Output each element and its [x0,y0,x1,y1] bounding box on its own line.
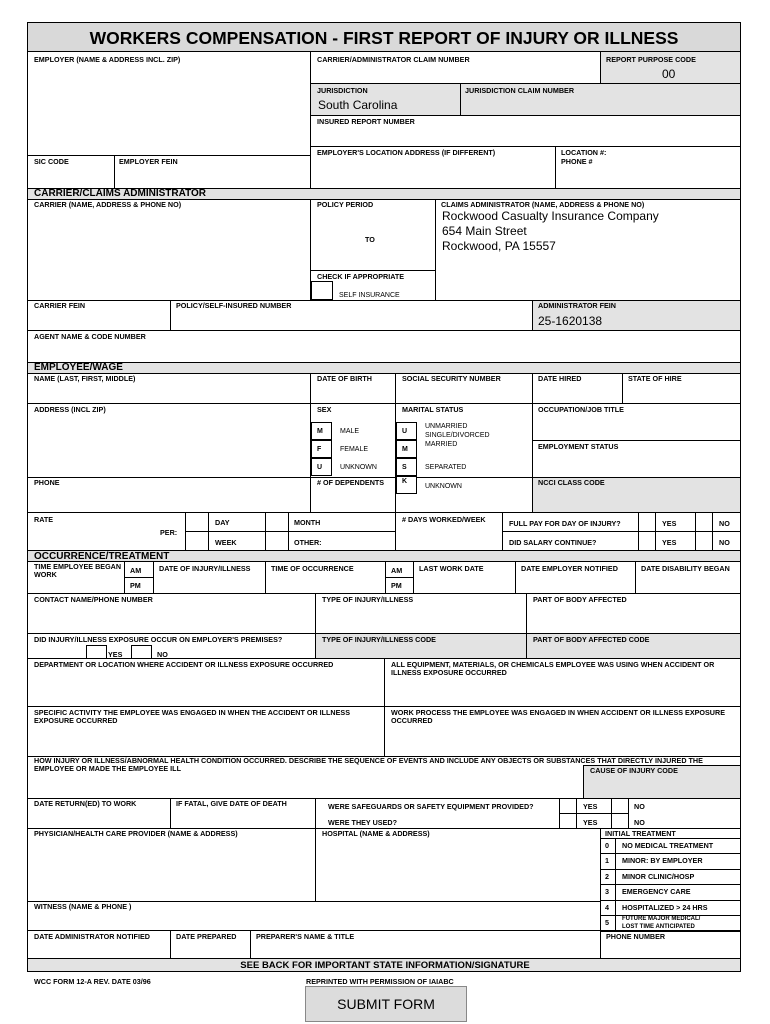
to-label: TO [365,235,375,244]
section-bar [28,363,740,373]
fein-label: EMPLOYER FEIN [119,157,178,166]
marital-m-text: MARRIED [425,441,458,448]
date-prepared-label: DATE PREPARED [176,932,237,941]
safeguards-yes: YES [583,802,598,811]
admin-line2: 654 Main Street [442,224,527,238]
rule [526,633,527,658]
premises-no: NO [157,650,168,659]
report-purpose-value: 00 [662,67,676,81]
phone-number-label: PHONE NUMBER [606,932,666,941]
full-pay-yes: YES [662,519,677,528]
safeguards-label: WERE SAFEGUARDS OR SAFETY EQUIPMENT PROVIDED? [328,802,534,811]
dependents-label: # OF DEPENDENTS [317,478,385,487]
self-insurance-checkbox[interactable] [311,281,333,300]
preparer-label: PREPARER'S NAME & TITLE [256,932,355,941]
date-injury-label: DATE OF INJURY/ILLNESS [159,564,251,573]
type-code-label: TYPE OF INJURY/ILLNESS CODE [322,635,436,644]
policy-period-label: POLICY PERIOD [317,200,374,209]
rule [635,561,636,593]
jurisdiction-claim-label: JURISDICTION CLAIM NUMBER [465,86,575,95]
sex-label: SEX [317,405,332,414]
admin-fein-label: ADMINISTRATOR FEIN [538,301,616,310]
self-insurance-label: SELF INSURANCE [339,292,400,299]
marital-u-text1: UNMARRIED [425,423,468,430]
fatal-label: IF FATAL, GIVE DATE OF DEATH [176,799,287,808]
marital-s-text: SEPARATED [425,464,467,471]
am-1: AM [130,566,142,575]
rule [27,403,741,404]
marital-k-text: UNKNOWN [425,483,462,490]
treatment-2-code: 2 [605,872,609,881]
dob-label: DATE OF BIRTH [317,374,372,383]
how-label: HOW INJURY OR ILLNESS/ABNORMAL HEALTH CONDITION OCCURRED. DESCRIBE THE SEQUENCE OF EVENTS AND INCLUDE ANY OBJECTS OR SUBSTANCES THAT DIRECTLY INJURED THE EMPLOYEE OR MADE THE EMPLOYEE ILL [34,756,703,774]
marital-label: MARITAL STATUS [402,405,464,414]
rate-other-checkbox[interactable] [266,532,288,550]
rule [583,765,584,798]
hospital-label: HOSPITAL (NAME & ADDRESS) [322,829,430,838]
rule [170,930,171,958]
treatment-2-text: MINOR CLINIC/HOSP [622,872,695,881]
rule [600,900,741,901]
employee-section-title: EMPLOYEE/WAGE [34,362,123,373]
rule [153,561,154,593]
name-label: NAME (LAST, FIRST, MIDDLE) [34,374,136,383]
rule [27,593,741,594]
see-back-text: SEE BACK FOR IMPORTANT STATE INFORMATION/SIGNATURE [240,960,530,971]
rule [310,83,741,84]
pm-1: PM [130,581,141,590]
rule [600,884,741,885]
treatment-1-text: MINOR: BY EMPLOYER [622,856,703,865]
premises-no-checkbox[interactable] [131,645,152,658]
cause-label: CAUSE OF INJURY CODE [590,766,678,775]
premises-label: DID INJURY/ILLNESS EXPOSURE OCCUR ON EMPLOYER'S PREMISES? [34,635,283,644]
rule [124,577,153,578]
ssn-label: SOCIAL SECURITY NUMBER [402,374,501,383]
marital-u-text2: SINGLE/DIVORCED [425,432,490,439]
sex-f-code: F [317,446,322,453]
state-hire-label: STATE OF HIRE [628,374,682,383]
treatment-0-text: NO MEDICAL TREATMENT [622,841,714,850]
policy-number-label: POLICY/SELF-INSURED NUMBER [176,301,292,310]
department-label: DEPARTMENT OR LOCATION WHERE ACCIDENT OR ILLNESS EXPOSURE OCCURRED [34,660,334,669]
rate-label: RATE [34,515,54,524]
rule [395,512,396,550]
salary-yes: YES [662,538,677,547]
per-label: PER: [160,528,178,537]
day-label: DAY [215,518,230,527]
carrier-fein-label: CARRIER FEIN [34,301,86,310]
treatment-3-code: 3 [605,887,609,896]
used-yes: YES [583,818,598,827]
witness-label: WITNESS (NAME & PHONE ) [34,902,132,911]
date-return-label: DATE RETURN(ED) TO WORK [34,799,137,808]
activity-label: SPECIFIC ACTIVITY THE EMPLOYEE WAS ENGAGED IN WHEN THE ACCIDENT OR ILLNESS EXPOSURE OCCURRED [34,708,351,726]
premises-yes-checkbox[interactable] [86,645,107,658]
date-notified-label: DATE EMPLOYER NOTIFIED [521,564,618,573]
carrier-label: CARRIER (NAME, ADDRESS & PHONE NO) [34,200,182,209]
treatment-1-code: 1 [605,856,609,865]
rule [27,930,741,931]
rule [385,577,413,578]
admin-line3: Rockwood, PA 15557 [442,239,556,253]
week-label: WEEK [215,538,237,547]
reprinted-text: REPRINTED WITH PERMISSION OF IAIABC [306,977,454,986]
rule [600,853,741,854]
type-injury-label: TYPE OF INJURY/ILLNESS [322,595,414,604]
treatment-0-code: 0 [605,841,609,850]
form-number: WCC FORM 12-A REV. DATE 03/96 [34,977,151,986]
am-2: AM [391,566,403,575]
report-purpose-label: REPORT PURPOSE CODE [606,55,696,64]
rule [265,561,266,593]
employer-location-label: EMPLOYER'S LOCATION ADDRESS (IF DIFFERENT) [317,148,496,157]
sic-label: SIC CODE [34,157,69,166]
equipment-label: ALL EQUIPMENT, MATERIALS, OR CHEMICALS EMPLOYEE WAS USING WHEN ACCIDENT OR ILLNESS EXPOSURE OCCURRED [391,660,715,678]
rule [250,930,251,958]
used-label: WERE THEY USED? [328,818,397,827]
sex-u-text: UNKNOWN [340,464,377,471]
used-no-checkbox[interactable] [612,814,628,828]
sex-m-code: M [317,428,323,435]
rule [114,155,115,188]
submit-button[interactable]: SUBMIT FORM [305,986,467,1022]
safeguards-no: NO [634,802,645,811]
rule [413,561,414,593]
rule [622,373,623,403]
employment-status-label: EMPLOYMENT STATUS [538,442,619,451]
time-began-label: TIME EMPLOYEE BEGAN WORK [34,562,122,580]
date-disability-label: DATE DISABILITY BEGAN [641,564,730,573]
premises-yes: YES [108,650,123,659]
sex-m-text: MALE [340,428,360,435]
pm-2: PM [391,581,402,590]
rule [315,798,316,829]
marital-s-code: S [402,464,407,471]
rule [27,155,310,156]
sex-box-f[interactable] [311,440,332,458]
rule [315,828,316,901]
marital-k-code: K [402,478,408,485]
rate-month-checkbox[interactable] [266,513,288,531]
treatment-4-code: 4 [605,903,609,912]
date-admin-label: DATE ADMINISTRATOR NOTIFIED [34,932,150,941]
rule [310,146,741,147]
carrier-claim-label: CARRIER/ADMINISTRATOR CLAIM NUMBER [317,55,470,64]
admin-line1: Rockwood Casualty Insurance Company [442,209,659,223]
marital-u-code: U [402,428,408,435]
contact-label: CONTACT NAME/PHONE NUMBER [34,595,153,604]
body-part-label: PART OF BODY AFFECTED [533,595,627,604]
month-label: MONTH [294,518,321,527]
rule [384,658,385,756]
phone-no-label: PHONE # [561,157,593,166]
rule [185,531,395,532]
days-worked-label: # DAYS WORKED/WEEK [402,515,486,524]
rule [170,300,171,330]
rule [27,512,741,513]
treatment-3-text: EMERGENCY CARE [622,887,691,896]
claims-admin-label: CLAIMS ADMINISTRATOR (NAME, ADDRESS & PHONE NO) [441,200,645,209]
phone-label: PHONE [34,478,60,487]
admin-fein-value: 25-1620138 [538,314,603,328]
ncci-label: NCCI CLASS CODE [538,478,605,487]
address-label: ADDRESS (INCL ZIP) [34,405,106,414]
rule [515,561,516,593]
rule [27,706,741,707]
rule [555,146,556,188]
rate-day-checkbox[interactable] [186,513,208,531]
check-appropriate-label: CHECK IF APPROPRIATE [317,272,405,281]
process-label: WORK PROCESS THE EMPLOYEE WAS ENGAGED IN WHEN ACCIDENT OR ILLNESS EXPOSURE OCCURRED [391,708,725,726]
safeguards-no-checkbox[interactable] [612,799,628,813]
employer-label: EMPLOYER (NAME & ADDRESS INCL. ZIP) [34,55,181,64]
rule [27,362,741,363]
physician-label: PHYSICIAN/HEALTH CARE PROVIDER (NAME & ADDRESS) [34,829,238,838]
rule [460,83,461,115]
insured-report-label: INSURED REPORT NUMBER [317,117,415,126]
rule [310,270,435,271]
initial-treatment-label: INITIAL TREATMENT [605,829,676,838]
marital-m-code: M [402,446,408,453]
safeguards-yes-checkbox[interactable] [560,799,576,813]
occupation-label: OCCUPATION/JOB TITLE [538,405,624,414]
sex-f-text: FEMALE [340,446,369,453]
sex-u-code: U [317,464,323,471]
rule [310,51,311,188]
rule [502,531,741,532]
rule [600,869,741,870]
treatment-4-text: HOSPITALIZED > 24 HRS [622,903,708,912]
full-pay-no: NO [719,519,730,528]
rule [27,330,741,331]
salary-no: NO [719,538,730,547]
treatment-5-text2: LOST TIME ANTICIPATED [622,924,695,930]
salary-label: DID SALARY CONTINUE? [509,538,597,547]
used-no: NO [634,818,645,827]
other-label: OTHER: [294,538,322,547]
rate-week-checkbox[interactable] [186,532,208,550]
treatment-5-text1: FUTURE MAJOR MEDICAL/ [622,916,701,922]
form-title: WORKERS COMPENSATION - FIRST REPORT OF INJURY OR ILLNESS [28,23,740,51]
occurrence-section-title: OCCURRENCE/TREATMENT [34,551,170,562]
rule [600,51,601,83]
location-no-label: LOCATION #: [561,148,607,157]
carrier-section-title: CARRIER/CLAIMS ADMINISTRATOR [34,188,207,199]
rule [310,115,741,116]
rule [600,838,741,839]
rule [600,930,601,958]
date-hired-label: DATE HIRED [538,374,582,383]
rule [532,440,741,441]
rule [628,798,629,829]
agent-label: AGENT NAME & CODE NUMBER [34,332,146,341]
treatment-5-code: 5 [605,918,609,927]
rule [170,798,171,829]
time-occurrence-label: TIME OF OCCURRENCE [271,564,354,573]
jurisdiction-value: South Carolina [318,98,398,112]
last-work-label: LAST WORK DATE [419,564,484,573]
used-yes-checkbox[interactable] [560,814,576,828]
full-pay-label: FULL PAY FOR DAY OF INJURY? [509,519,621,528]
body-code-label: PART OF BODY AFFECTED CODE [533,635,650,644]
rule [435,199,436,300]
jurisdiction-label: JURISDICTION [317,86,368,95]
